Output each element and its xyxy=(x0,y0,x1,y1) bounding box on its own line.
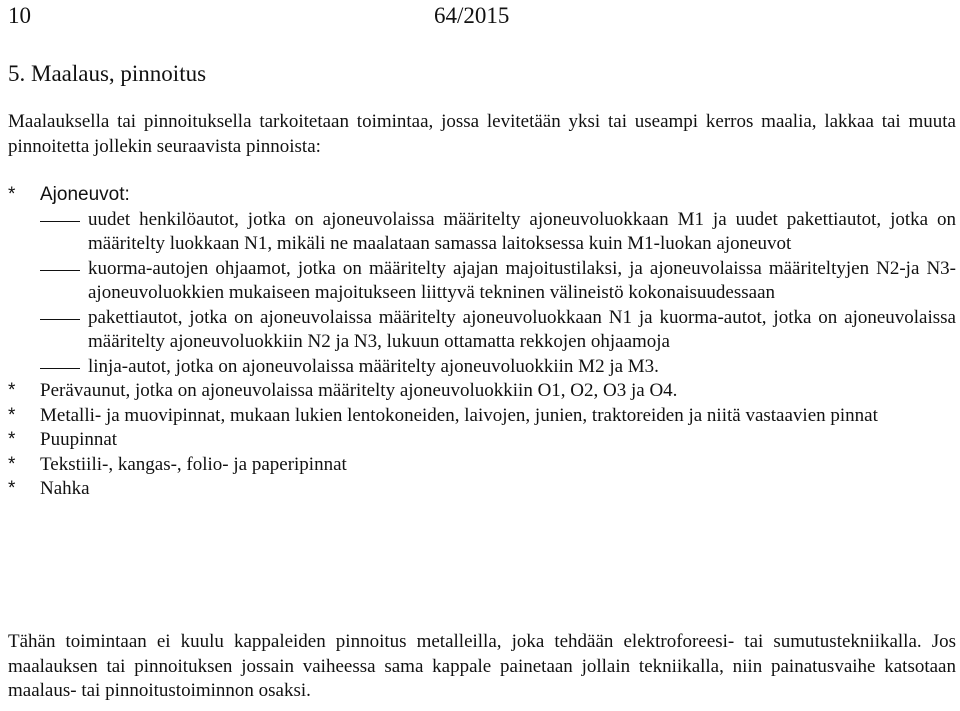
dash-marker xyxy=(8,257,88,282)
list-item-label: Perävaunut, jotka on ajoneuvolaissa määritelty ajoneuvoluokkiin O1, O2, O3 ja O4. xyxy=(40,380,678,401)
subitem-buses xyxy=(8,355,956,380)
closing-paragraph: Tähän toimintaan ei kuulu kappaleiden pinnoitus metalleilla, joka tehdään elektroforeesi- tai sumutustekniikalla. Jos maalauksen tai pinnoituksen jossain vaiheessa sama kappale painetaan jollain tekniikalla, niin painatusvaihe katsotaan maalaus- tai pinnoitustoiminnon osaksi. xyxy=(8,631,956,701)
list-item-vehicles xyxy=(8,183,956,208)
subitem-text: linja-autot, jotka on ajoneuvolaissa määritelty ajoneuvoluokkiin M2 ja M3. xyxy=(88,355,659,377)
bullet-marker: * xyxy=(8,380,16,401)
bullet-marker: * xyxy=(8,184,16,205)
subitem-vans-trucks xyxy=(8,306,956,355)
list-item-leather xyxy=(8,477,956,502)
bullet-marker: * xyxy=(8,429,16,450)
page-number: 10 xyxy=(8,3,31,28)
list-item-label: Nahka xyxy=(40,478,90,499)
subitem-text: uudet henkilöautot, jotka on ajoneuvolaissa määritelty ajoneuvoluokkaan M1 ja uudet pakettiautot, jotka on määritelty luokkaan N1, mikäli ne maalataan samassa laitoksessa kuin M1-luokan ajoneuvot xyxy=(88,208,956,254)
surface-list xyxy=(8,183,956,502)
subitem-cars xyxy=(8,208,956,257)
intro-paragraph: Maalauksella tai pinnoituksella tarkoitetaan toimintaa, jossa levitetään yksi tai useampi kerros maalia, lakkaa tai muuta pinnoitetta jollekin seuraavista pinnoista: xyxy=(8,111,956,157)
list-item-trailers xyxy=(8,379,956,404)
subitem-text: pakettiautot, jotka on ajoneuvolaissa määritelty ajoneuvoluokkaan N1 ja kuorma-autot, jotka on ajoneuvolaissa määritelty ajoneuvoluokkiin N2 ja N3, lukuun ottamatta rekkojen ohjaamoja xyxy=(88,306,956,352)
list-item-label: Tekstiili-, kangas-, folio- ja paperipinnat xyxy=(40,453,347,475)
bullet-marker: * xyxy=(8,404,16,426)
dash-marker xyxy=(8,208,88,233)
dash-marker xyxy=(8,355,88,380)
section-title: 5. Maalaus, pinnoitus xyxy=(8,61,207,86)
list-item-metal-plastic xyxy=(8,404,956,429)
bullet-marker: * xyxy=(8,478,16,499)
vehicle-subitems xyxy=(8,208,956,380)
subitem-text: kuorma-autojen ohjaamot, jotka on määritelty ajajan majoitustilaksi, ja ajoneuvolaissa määriteltyjen N2-ja N3-ajoneuvoluokkien mukaiseen majoitukseen liittyvä tekninen välineistö kokonaisuudessaan xyxy=(88,257,956,303)
subitem-truck-cabs xyxy=(8,257,956,306)
list-item-label: Puupinnat xyxy=(40,429,118,450)
list-item-textile xyxy=(8,453,956,478)
bullet-marker: * xyxy=(8,453,16,475)
issue-number: 64/2015 xyxy=(434,3,510,28)
list-item-label: Ajoneuvot: xyxy=(40,184,130,205)
dash-marker xyxy=(8,306,88,331)
list-item-wood xyxy=(8,428,956,453)
page-header xyxy=(8,3,960,31)
list-item-label: Metalli- ja muovipinnat, mukaan lukien lentokoneiden, laivojen, junien, traktoreiden ja niitä vastaavien pinnat xyxy=(40,404,878,426)
